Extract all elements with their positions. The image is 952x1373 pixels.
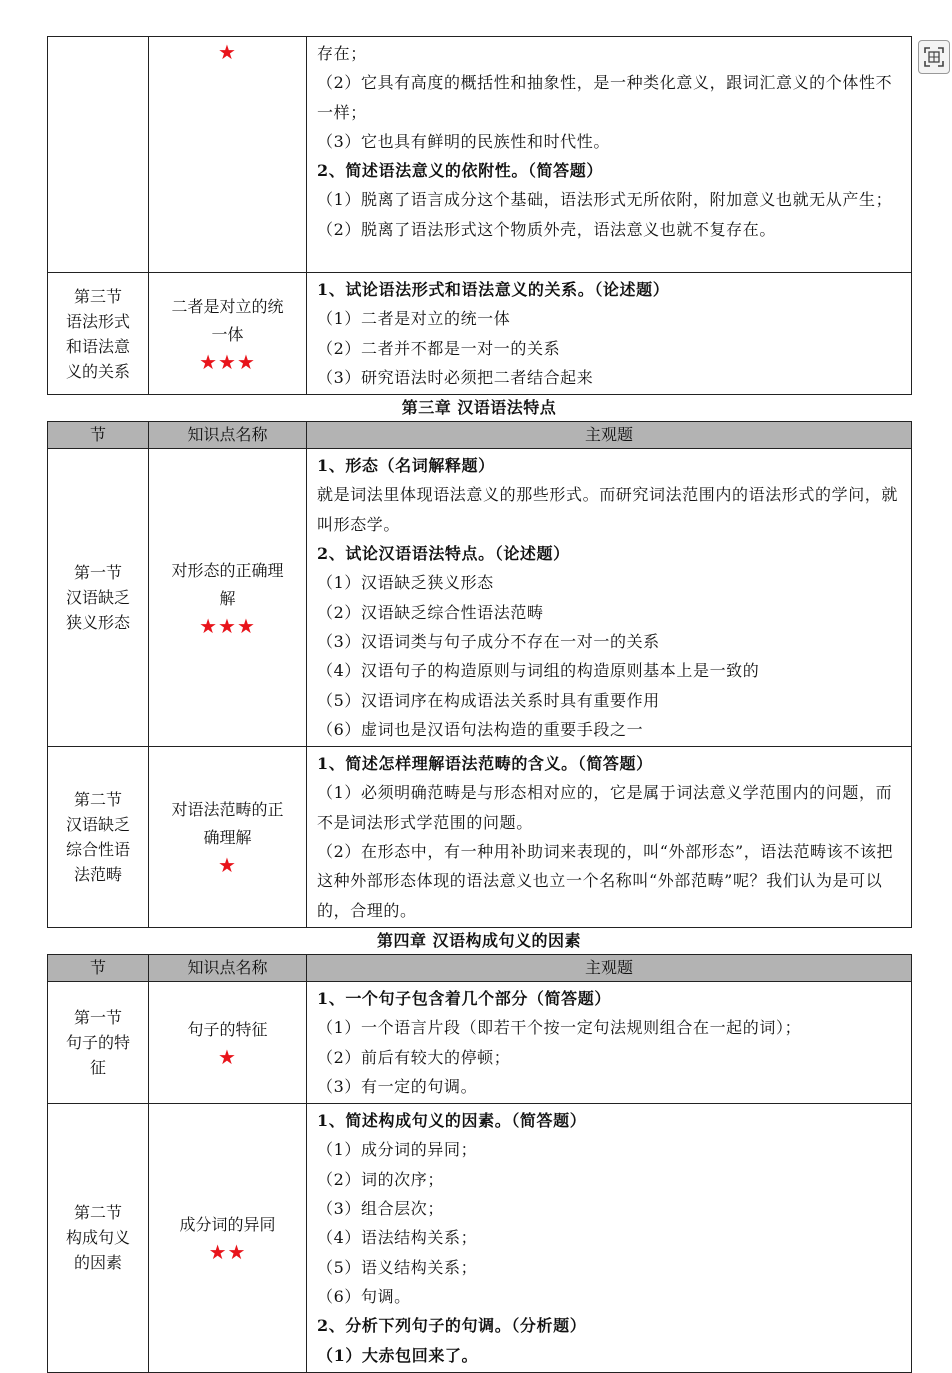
table-chapter-4 bbox=[47, 954, 912, 1373]
knowledge-line: 对语法范畴的正 bbox=[171, 800, 284, 820]
table-row bbox=[48, 1104, 912, 1373]
content-line: （2）它具有高度的概括性和抽象性，是一种类化意义，跟词汇意义的个体性不一样； bbox=[317, 73, 893, 122]
knowledge-line: 一体 bbox=[211, 324, 244, 344]
question-title: 2、分析下列句子的句调。（分析题） bbox=[317, 1316, 587, 1336]
section-line: 汉语缺乏 bbox=[65, 815, 130, 835]
column-header: 主观题 bbox=[307, 422, 912, 449]
importance-stars: ★ bbox=[218, 1044, 237, 1069]
question-title: 2、简述语法意义的依附性。（简答题） bbox=[317, 161, 603, 181]
content-line: （3）有一定的句调。 bbox=[317, 1076, 478, 1096]
section-line: 义的关系 bbox=[65, 361, 130, 381]
section-line: 法范畴 bbox=[73, 865, 122, 885]
knowledge-cell bbox=[149, 747, 307, 928]
question-title: 1、试论语法形式和语法意义的关系。（论述题） bbox=[317, 280, 670, 299]
question-title: 1、简述构成句义的因素。（简答题） bbox=[317, 1111, 587, 1131]
content-line: （1）二者是对立的统一体 bbox=[317, 309, 511, 329]
section-line: 句子的特 bbox=[65, 1033, 130, 1053]
table-row bbox=[48, 981, 912, 1103]
chapter-title: 第四章 汉语构成句义的因素 bbox=[376, 930, 582, 950]
knowledge-cell bbox=[149, 273, 307, 395]
content-cell bbox=[307, 37, 912, 273]
section-cell bbox=[48, 273, 149, 395]
section-cell bbox=[48, 449, 149, 747]
question-title: 1、简述怎样理解语法范畴的含义。（简答题） bbox=[317, 754, 653, 774]
content-line: （4）语法结构关系； bbox=[317, 1228, 478, 1248]
content-line: 就是词法里体现语法意义的那些形式。而研究词法范围内的语法形式的学问，就叫形态学。 bbox=[317, 485, 899, 534]
content-line: （1）脱离了语言成分这个基础，语法形式无所依附，附加意义也就无从产生； bbox=[317, 190, 893, 210]
section-line: 的因素 bbox=[73, 1253, 122, 1273]
section-cell bbox=[48, 1104, 149, 1373]
content-line: （3）汉语词类与句子成分不存在一对一的关系 bbox=[317, 631, 660, 651]
knowledge-line: 成分词的异同 bbox=[179, 1214, 276, 1234]
knowledge-line: 句子的特征 bbox=[187, 1019, 268, 1039]
question-title: 1、形态（名词解释题） bbox=[317, 456, 495, 476]
knowledge-line: 二者是对立的统 bbox=[171, 296, 284, 316]
question-title: 1、一个句子包含着几个部分（简答题） bbox=[317, 988, 611, 1008]
content-cell bbox=[307, 1104, 912, 1373]
section-cell bbox=[48, 747, 149, 928]
knowledge-cell bbox=[149, 449, 307, 747]
content-line: （6）虚词也是汉语句法构造的重要手段之一 bbox=[317, 719, 644, 739]
table-row bbox=[48, 37, 912, 273]
content-cell bbox=[307, 449, 912, 747]
section-line: 第二节 bbox=[73, 1203, 122, 1223]
importance-stars: ★ bbox=[218, 853, 237, 878]
knowledge-line: 解 bbox=[219, 588, 236, 608]
section-cell bbox=[48, 37, 149, 273]
content-line: （6）句调。 bbox=[317, 1286, 411, 1306]
table-header bbox=[48, 954, 912, 981]
question-title: （1）大赤包回来了。 bbox=[317, 1345, 479, 1365]
section-line: 征 bbox=[89, 1058, 106, 1078]
question-title: 2、试论汉语语法特点。（论述题） bbox=[317, 544, 570, 564]
table-row bbox=[48, 449, 912, 747]
content-line: （2）脱离了语法形式这个物质外壳，语法意义也就不复存在。 bbox=[317, 219, 776, 239]
content-line: （2）二者并不都是一对一的关系 bbox=[317, 338, 561, 358]
section-line: 第二节 bbox=[73, 790, 122, 810]
document bbox=[47, 36, 911, 1373]
importance-stars: ★★★ bbox=[199, 349, 256, 374]
content-line: （1）成分词的异同； bbox=[317, 1140, 478, 1160]
knowledge-cell bbox=[149, 1104, 307, 1373]
column-header: 知识点名称 bbox=[149, 422, 307, 449]
section-line: 语法形式 bbox=[65, 311, 130, 331]
table-row bbox=[48, 747, 912, 928]
content-cell bbox=[307, 273, 912, 395]
column-header: 节 bbox=[48, 422, 149, 449]
content-line: （1）必须明确范畴是与形态相对应的，它是属于词法意义学范围内的问题，而不是词法形式学范围的问题。 bbox=[317, 783, 893, 832]
knowledge-line: 确理解 bbox=[203, 828, 252, 848]
content-cell bbox=[307, 981, 912, 1103]
content-line: 存在； bbox=[317, 44, 367, 63]
content-line: （5）汉语词序在构成语法关系时具有重要作用 bbox=[317, 690, 660, 710]
knowledge-cell bbox=[149, 981, 307, 1103]
content-line: （3）研究语法时必须把二者结合起来 bbox=[317, 367, 594, 387]
content-cell bbox=[307, 747, 912, 928]
section-line: 综合性语 bbox=[65, 840, 130, 860]
scan-text-icon[interactable] bbox=[918, 40, 950, 74]
importance-stars: ★★★ bbox=[199, 613, 256, 638]
content-line: （3）组合层次； bbox=[317, 1199, 444, 1219]
column-header: 知识点名称 bbox=[149, 954, 307, 981]
importance-stars: ★ bbox=[218, 40, 237, 64]
table-header bbox=[48, 422, 912, 449]
table-chapter-3 bbox=[47, 421, 912, 928]
content-line: （2）汉语缺乏综合性语法范畴 bbox=[317, 602, 544, 622]
section-line: 第三节 bbox=[73, 286, 122, 306]
knowledge-line: 对形态的正确理 bbox=[171, 560, 284, 580]
section-line: 构成句义 bbox=[65, 1228, 130, 1248]
content-line: （1）汉语缺乏狭义形态 bbox=[317, 573, 494, 593]
content-line: （1）一个语言片段（即若干个按一定句法规则组合在一起的词）； bbox=[317, 1018, 802, 1038]
section-line: 第一节 bbox=[73, 563, 122, 583]
importance-stars: ★★ bbox=[208, 1239, 247, 1264]
content-line: （5）语义结构关系； bbox=[317, 1257, 478, 1277]
section-line: 和语法意 bbox=[65, 336, 130, 356]
table-row bbox=[48, 273, 912, 395]
chapter-title: 第三章 汉语语法特点 bbox=[401, 398, 557, 418]
content-line: （2）前后有较大的停顿； bbox=[317, 1047, 511, 1067]
section-line: 汉语缺乏 bbox=[65, 588, 130, 608]
content-line: （3）它也具有鲜明的民族性和时代性。 bbox=[317, 131, 610, 151]
content-line: （4）汉语句子的构造原则与词组的构造原则基本上是一致的 bbox=[317, 661, 760, 681]
section-line: 第一节 bbox=[73, 1008, 122, 1028]
column-header: 节 bbox=[48, 954, 149, 981]
section-cell bbox=[48, 981, 149, 1103]
knowledge-cell bbox=[149, 37, 307, 273]
content-line: （2）词的次序； bbox=[317, 1169, 444, 1189]
column-header: 主观题 bbox=[307, 954, 912, 981]
section-line: 狭义形态 bbox=[65, 613, 130, 633]
content-line: （2）在形态中，有一种用补助词来表现的，叫“外部形态”，语法范畴该不该把这种外部形态体现的语法意义也立一个名称叫“外部范畴”呢？我们认为是可以的，合理的。 bbox=[317, 842, 894, 920]
table-chapter-2-tail bbox=[47, 36, 912, 395]
